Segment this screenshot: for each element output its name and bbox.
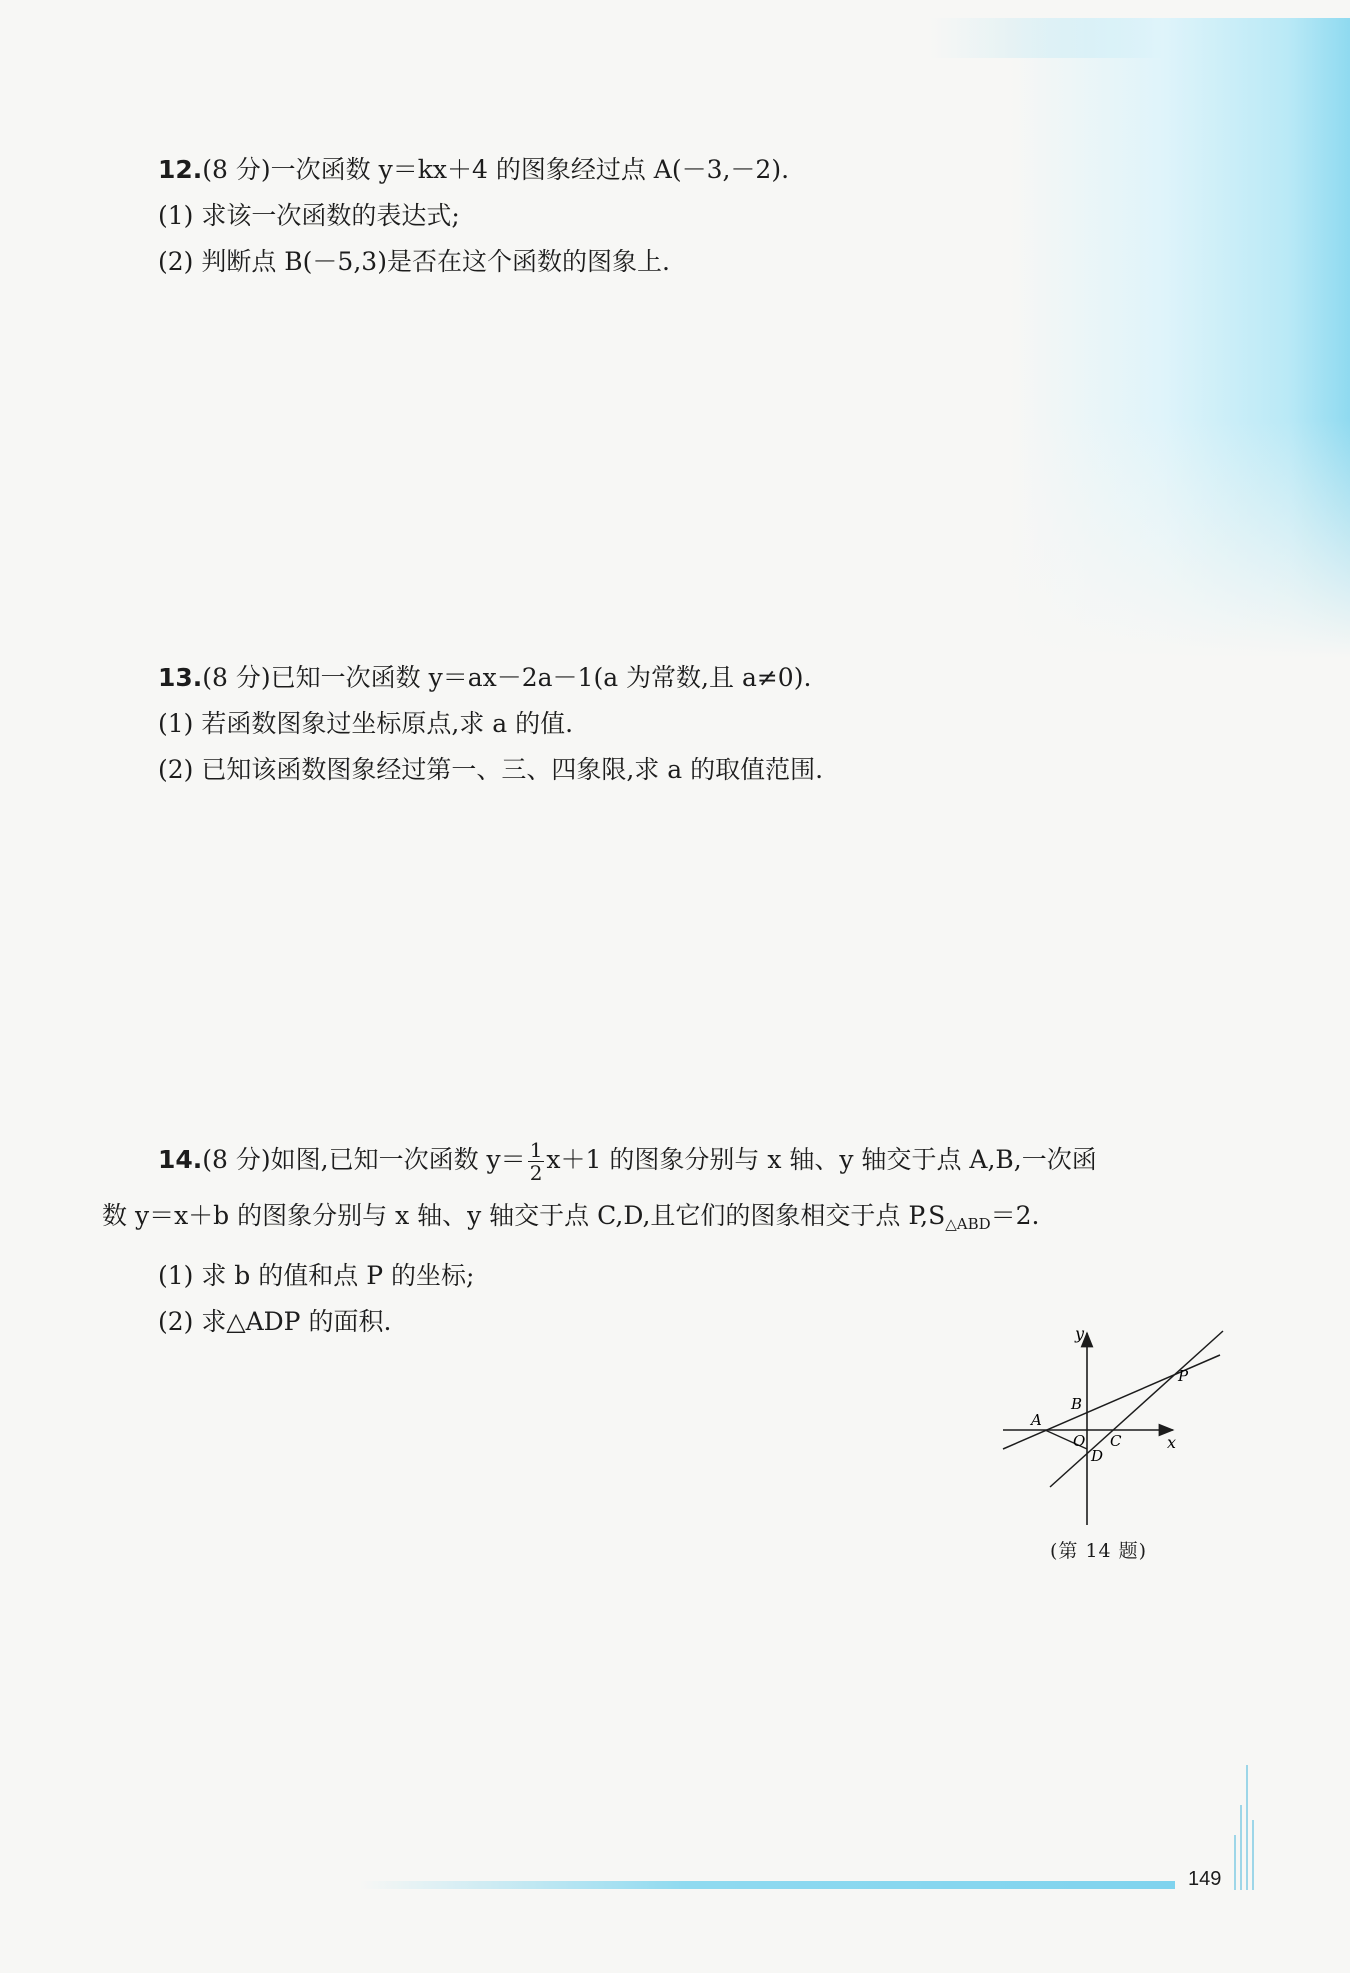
fraction-one-half xyxy=(528,1139,545,1184)
label-y: y xyxy=(1075,1325,1085,1343)
label-o: O xyxy=(1073,1432,1086,1450)
footer-decorative-lines xyxy=(1232,1765,1256,1890)
problem-14-header xyxy=(158,1133,1097,1187)
problem-text: (8 分)一次函数 y＝kx＋4 的图象经过点 A(－3,－2). xyxy=(202,155,790,184)
fraction-denominator: 2 xyxy=(529,1161,543,1185)
problem-13 xyxy=(158,655,823,793)
label-p: P xyxy=(1178,1367,1189,1385)
problem-text: (8 分)如图,已知一次函数 y＝ xyxy=(202,1145,526,1174)
area-subscript: △ABD xyxy=(945,1215,991,1233)
fraction-numerator: 1 xyxy=(529,1138,543,1162)
label-c: C xyxy=(1110,1432,1122,1450)
problem-number: 13. xyxy=(158,663,203,692)
problem-12-part-1: (1) 求该一次函数的表达式; xyxy=(158,201,460,230)
problem-number: 12. xyxy=(158,155,203,184)
problem-12 xyxy=(158,147,789,285)
label-x: x xyxy=(1167,1433,1177,1452)
problem-12-header xyxy=(158,147,789,193)
problem-14 xyxy=(102,1133,1097,1345)
problem-13-part-2: (2) 已知该函数图象经过第一、三、四象限,求 a 的取值范围. xyxy=(158,755,824,784)
problem-text-continued: x＋1 的图象分别与 x 轴、y 轴交于点 A,B,一次函 xyxy=(546,1145,1097,1174)
page-number: 149 xyxy=(1188,1868,1222,1890)
footer-bar xyxy=(360,1881,1175,1889)
figure-caption: (第 14 题) xyxy=(1050,1540,1148,1562)
problem-14-line-2 xyxy=(102,1187,1097,1253)
label-d: D xyxy=(1091,1447,1104,1465)
problem-text-line-2-end: ＝2. xyxy=(990,1201,1040,1230)
problem-text-line-2: 数 y＝x＋b 的图象分别与 x 轴、y 轴交于点 C,D,且它们的图象相交于点 P,S xyxy=(102,1201,946,1230)
problem-13-part-1: (1) 若函数图象过坐标原点,求 a 的值. xyxy=(158,709,574,738)
problem-13-header xyxy=(158,655,823,701)
problem-number: 14. xyxy=(158,1145,203,1174)
problem-text: (8 分)已知一次函数 y＝ax－2a－1(a 为常数,且 a≠0). xyxy=(202,663,812,692)
problem-12-part-2: (2) 判断点 B(－5,3)是否在这个函数的图象上. xyxy=(158,247,670,276)
problem-14-part-2: (2) 求△ADP 的面积. xyxy=(158,1307,392,1336)
label-a: A xyxy=(1031,1411,1042,1429)
problem-14-part-1: (1) 求 b 的值和点 P 的坐标; xyxy=(158,1261,475,1290)
corner-decoration-fade xyxy=(1010,58,1350,658)
problem-14-figure xyxy=(995,1325,1235,1525)
label-b: B xyxy=(1071,1395,1083,1413)
